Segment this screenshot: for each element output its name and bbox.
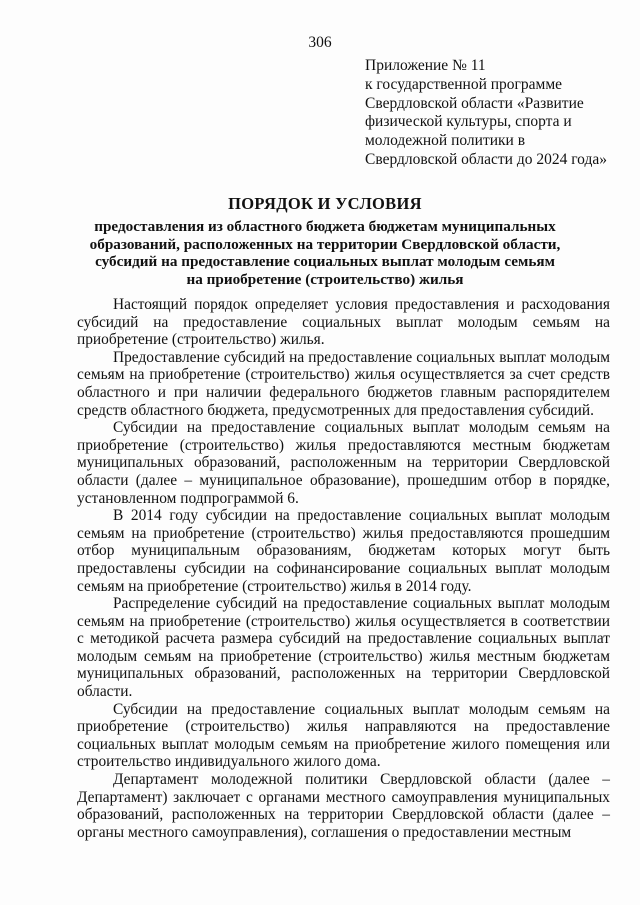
document-body	[77, 296, 610, 841]
body-paragraph: Субсидии на предоставление социальных выплат молодым семьям на приобретение (строительство) жилья предоставляются местным бюджетам муниципальных образований, расположенным на территории Свердловской области (далее – муниципальное образование), прошедшим отбор в порядке, установленном подпрограммой 6.	[77, 419, 610, 507]
heading-subtitle-line: субсидий на предоставление социальных выплат молодым семьям	[95, 253, 555, 271]
appendix-line: к государственной программе	[365, 75, 563, 93]
heading-subtitle-line: предоставления из областного бюджета бюджетам муниципальных	[94, 218, 556, 235]
appendix-line: молодежной политики в	[365, 132, 526, 150]
document-heading	[60, 194, 590, 288]
appendix-line: Приложение № 11	[365, 57, 486, 74]
heading-subtitle-line: образований, расположенных на территории Свердловской области,	[89, 235, 561, 253]
appendix-block	[365, 57, 607, 170]
page-number: 306	[308, 34, 332, 51]
heading-subtitle-line: на приобретение (строительство) жилья	[186, 270, 464, 288]
heading-title: ПОРЯДОК И УСЛОВИЯ	[228, 194, 422, 213]
appendix-line: Свердловской области «Развитие	[365, 94, 584, 112]
body-paragraph: В 2014 году субсидии на предоставление социальных выплат молодым семьям на приобретение (строительство) жилья предоставляются прошедшим отбор муниципальным образованиям, бюджетам которых могут быть предоставлены субсидии на софинансирование социальных выплат молодым семьям на приобретение (строительство) жилья в 2014 году.	[77, 507, 610, 595]
body-paragraph: Департамент молодежной политики Свердловской области (далее – Департамент) заключает с органами местного самоуправления муниципальных образований, расположенных на территории Свердловской области (далее – органы местного самоуправления), соглашения о предоставлении местным	[77, 771, 610, 841]
body-paragraph: Распределение субсидий на предоставление социальных выплат молодым семьям на приобретение (строительство) жилья осуществляется в соответствии с методикой расчета размера субсидий на предоставление социальных выплат молодым семьям на приобретение (строительство) жилья местным бюджетам муниципальных образований, расположенных на территории Свердловской области.	[77, 595, 610, 701]
body-paragraph: Предоставление субсидий на предоставление социальных выплат молодым семьям на приобретение (строительство) жилья осуществляется за счет средств областного и при наличии федерального бюджетов главным распорядителем средств областного бюджета, предусмотренных для предоставления субсидий.	[77, 348, 610, 419]
body-paragraph: Субсидии на предоставление социальных выплат молодым семьям на приобретение (строительство) жилья направляются на предоставление социальных выплат молодым семьям на приобретение жилого помещения или строительство индивидуального жилого дома.	[77, 700, 610, 771]
body-paragraph: Настоящий порядок определяет условия предоставления и расходования субсидий на предоставление социальных выплат молодым семьям на приобретение (строительство) жилья.	[77, 296, 610, 349]
appendix-line: Свердловской области до 2024 года»	[365, 150, 607, 168]
appendix-line: физической культуры, спорта и	[365, 113, 572, 131]
